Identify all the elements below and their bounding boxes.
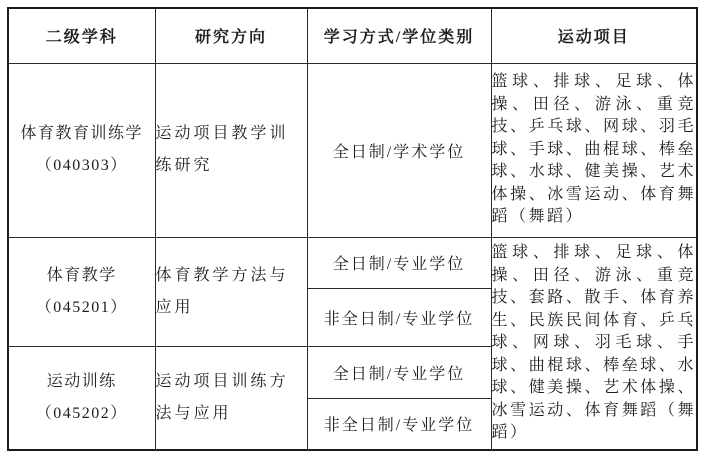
- mode-text: 非全日制/专业学位: [323, 417, 475, 435]
- header-cell-discipline: 二级学科: [8, 8, 155, 63]
- cell-direction-2: [155, 237, 307, 346]
- header-cell-sports: 运动项目: [491, 8, 697, 63]
- sports-list-text: 篮球、排球、足球、体操、田径、游泳、重竞技、套路、散手、体育养生、民族民间体育、乒乓球、网球、羽毛球、手球、曲棍球、棒垒球、水球、健美操、艺术体操、冰雪运动、体育舞蹈（舞蹈）: [491, 244, 696, 441]
- direction-text: 体育教学方法与应用: [155, 266, 289, 316]
- cell-sports-shared: [491, 237, 697, 450]
- cell-discipline-2: [8, 237, 155, 346]
- mode-text: 全日制/学术学位: [332, 143, 466, 161]
- table-row: [8, 63, 697, 237]
- discipline-name: 体育教学: [46, 266, 117, 284]
- cell-sports-1: [491, 63, 697, 237]
- mode-text: 全日制/专业学位: [332, 256, 466, 273]
- cell-mode-1: [307, 63, 491, 237]
- cell-discipline-1: [8, 63, 155, 237]
- mode-text: 非全日制/专业学位: [323, 310, 475, 328]
- admissions-table: [7, 7, 698, 451]
- cell-direction-1: [155, 63, 307, 237]
- discipline-name: 体育教育训练学: [20, 125, 143, 142]
- cell-mode-2-fulltime: [307, 237, 491, 288]
- sports-list-text: 篮球、排球、足球、体操、田径、游泳、重竞技、乒乓球、网球、羽毛球、手球、曲棍球、棒垒球、水球、健美操、艺术体操、冰雪运动、体育舞蹈（舞蹈）: [491, 73, 696, 226]
- cell-mode-3-fulltime: [307, 346, 491, 398]
- cell-direction-3: [155, 346, 307, 450]
- discipline-code: （045201）: [35, 298, 128, 316]
- table-row: [8, 237, 697, 288]
- discipline-code: （040303）: [35, 157, 128, 174]
- header-cell-mode: 学习方式/学位类别: [307, 8, 491, 63]
- discipline-code: （045202）: [35, 404, 128, 422]
- cell-mode-3-parttime: [307, 398, 491, 450]
- discipline-name: 运动训练: [46, 372, 117, 390]
- direction-text: 运动项目训练方法与应用: [155, 372, 289, 422]
- table-header-row: [8, 8, 697, 63]
- cell-mode-2-parttime: [307, 288, 491, 346]
- direction-text: 运动项目教学训练研究: [155, 125, 289, 174]
- header-cell-direction: 研究方向: [155, 8, 307, 63]
- cell-discipline-3: [8, 346, 155, 450]
- mode-text: 全日制/专业学位: [332, 365, 466, 383]
